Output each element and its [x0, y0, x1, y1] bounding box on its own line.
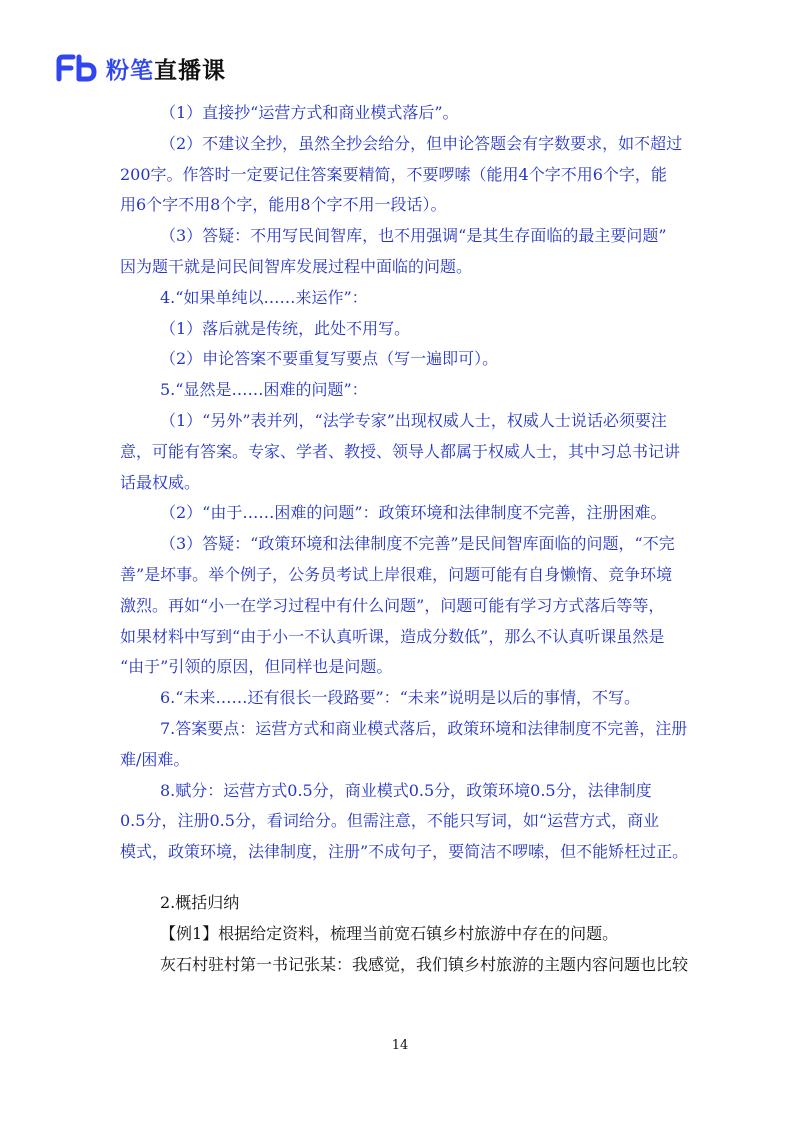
paragraph-line: 6.“未来……还有很长一段路要”：“未来”说明是以后的事情，不写。	[160, 688, 640, 708]
paragraph-line: 0.5分，注册0.5分，看词给分。但需注意，不能只写词，如“运营方式，商业	[120, 811, 660, 831]
paragraph-line: （2）申论答案不要重复写要点（写一遍即可）。	[160, 349, 499, 369]
paragraph-line: 灰石村驻村第一书记张某：我感觉，我们镇乡村旅游的主题内容问题也比较	[160, 954, 689, 974]
paragraph-line: 模式，政策环境，法律制度，注册”不成句子，要简洁不啰嗦，但不能矫枉过正。	[120, 842, 689, 862]
paragraph-line: “由于”引领的原因，但同样也是问题。	[120, 657, 393, 677]
header	[56, 52, 226, 84]
paragraph-line: 8.赋分：运营方式0.5分，商业模式0.5分，政策环境0.5分，法律制度	[160, 780, 652, 800]
paragraph-line: （2）不建议全抄，虽然全抄会给分，但申论答题会有字数要求，如不超过	[160, 133, 683, 153]
paragraph-line: 200字。作答时一定要记住答案要精简，不要啰嗦（能用4个字不用6个字，能	[120, 164, 667, 184]
brand-name	[106, 52, 226, 85]
paragraph-line: 话最权威。	[120, 472, 201, 492]
paragraph-line: （1）落后就是传统，此处不用写。	[160, 318, 411, 338]
document-body	[120, 98, 689, 980]
paragraph-line: 4.“如果单纯以……来运作”：	[160, 287, 368, 307]
paragraph-line: 因为题干就是问民间智库发展过程中面临的问题。	[120, 256, 473, 276]
paragraph-line: （3）答疑：不用写民间智库，也不用强调“是其生存面临的最主要问题”	[160, 226, 667, 246]
paragraph-line: 难/困难。	[120, 749, 190, 769]
page-number: 14	[391, 1038, 409, 1053]
paragraph-line: （1）直接抄“运营方式和商业模式落后”。	[160, 103, 459, 122]
paragraph-line: 如果材料中写到“由于小一不认真听课，造成分数低”，那么不认真听课虽然是	[120, 626, 665, 646]
section-heading: 2.概括归纳	[160, 892, 240, 912]
paragraph-line: （1）“另外”表并列，“法学专家”出现权威人士，权威人士说话必须要注	[160, 410, 667, 430]
paragraph-line: 激烈。再如“小一在学习过程中有什么问题”，问题可能有学习方式落后等等，	[120, 595, 665, 615]
paragraph-line: 意，可能有答案。专家、学者、教授、领导人都属于权威人士，其中习总书记讲	[120, 441, 681, 461]
brand-name-part1: 粉笔	[106, 57, 154, 84]
paragraph-line: （2）“由于……困难的问题”：政策环境和法律制度不完善，注册困难。	[160, 503, 667, 523]
paragraph-line: 7.答案要点：运营方式和商业模式落后，政策环境和法律制度不完善，注册	[160, 718, 688, 738]
paragraph-line: 用6个字不用8个字，能用8个字不用一段话）。	[120, 195, 447, 215]
brand-name-part2: 直播课	[154, 57, 226, 84]
example-prompt: 【例1】根据给定资料，梳理当前宽石镇乡村旅游中存在的问题。	[160, 923, 619, 943]
paragraph-line: （3）答疑：“政策环境和法律制度不完善”是民间智库面临的问题，“不完	[160, 534, 675, 554]
paragraph-line: 5.“显然是……困难的问题”：	[160, 380, 368, 400]
paragraph-line: 善”是坏事。举个例子，公务员考试上岸很难，问题可能有自身懒惰、竞争环境	[120, 564, 673, 584]
fb-logo-icon	[56, 54, 98, 82]
